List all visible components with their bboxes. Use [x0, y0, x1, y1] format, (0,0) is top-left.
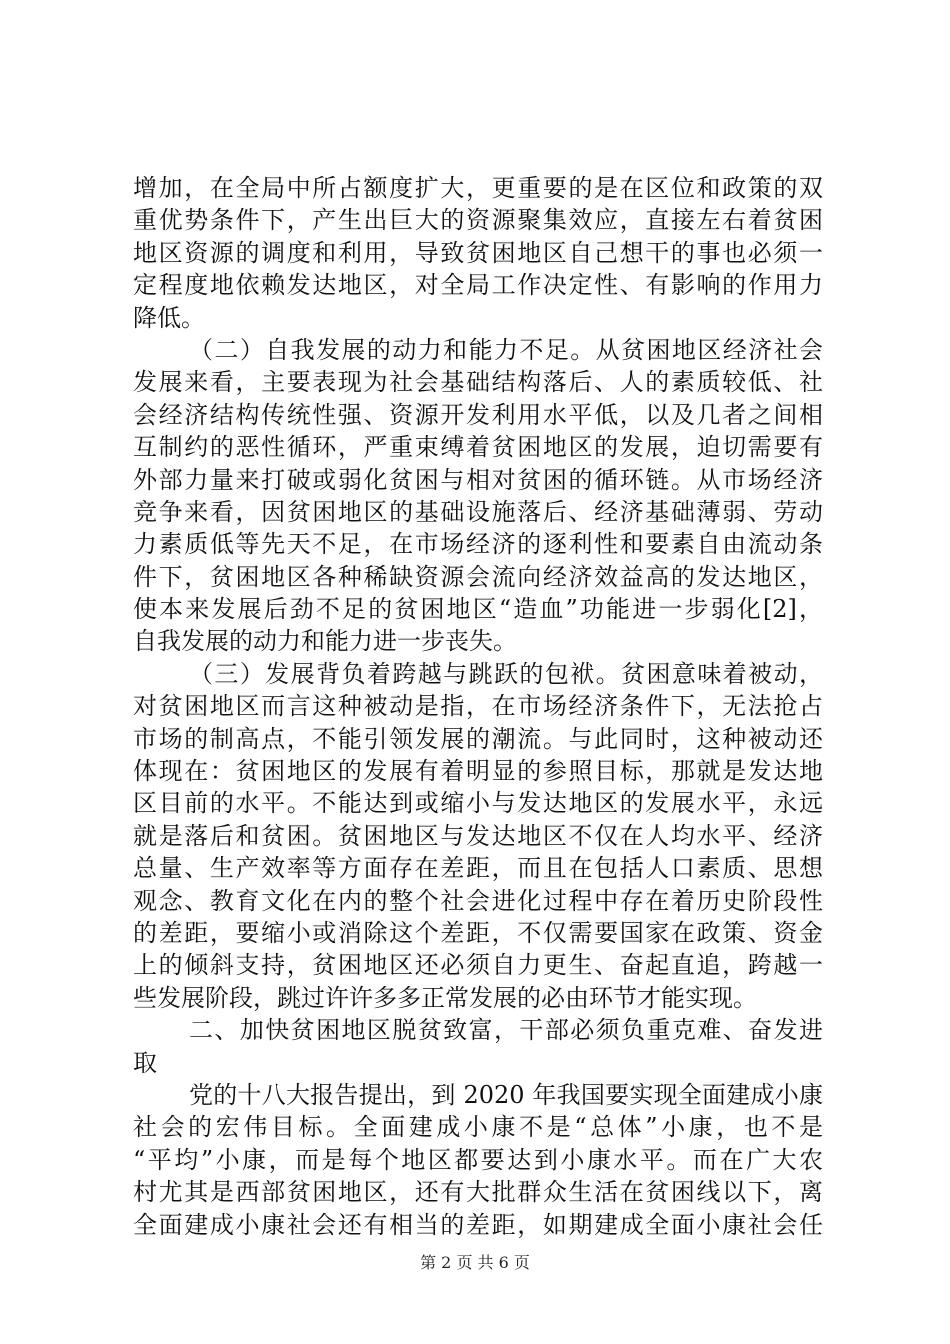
text-line: 力素质低等先天不足，在市场经济的逐利性和要素自由流动条	[133, 530, 823, 559]
text-line: 发展来看，主要表现为社会基础结构落后、人的素质较低、社	[133, 368, 823, 397]
page-footer: 第 2 页 共 6 页	[420, 1253, 530, 1272]
text-line: 二、加快贫困地区脱贫致富，干部必须负重克难、奋发进	[189, 1016, 823, 1045]
text-line: 观念、教育文化在内的整个社会进化过程中存在着历史阶段性	[133, 886, 823, 915]
text-line: 社会的宏伟目标。全面建成小康不是“总体”小康，也不是	[133, 1113, 823, 1142]
text-line: 会经济结构传统性强、资源开发利用水平低，以及几者之间相	[133, 400, 823, 429]
text-line: 增加，在全局中所占额度扩大，更重要的是在区位和政策的双	[133, 174, 823, 202]
paragraph	[133, 172, 823, 334]
text-line: 党的十八大报告提出，到 2020 年我国要实现全面建成小康	[189, 1080, 823, 1109]
text-line: 外部力量来打破或弱化贫困与相对贫困的循环链。从市场经济	[133, 465, 823, 494]
text-line: 降低。	[133, 303, 205, 332]
text-line: 定程度地依赖发达地区，对全局工作决定性、有影响的作用力	[133, 271, 823, 300]
text-line: 村尤其是西部贫困地区，还有大批群众生活在贫困线以下，离	[133, 1178, 823, 1207]
text-line: 区目前的水平。不能达到或缩小与发达地区的发展水平，永远	[133, 789, 823, 818]
paragraph	[133, 334, 823, 658]
text-line: （三）发展背负着跨越与跳跃的包袱。贫困意味着被动，	[189, 659, 823, 688]
document-body	[133, 172, 823, 1241]
text-line: 的差距，要缩小或消除这个差距，不仅需要国家在政策、资金	[133, 918, 823, 947]
text-line: 使本来发展后劲不足的贫困地区“造血”功能进一步弱化[2]，	[133, 595, 823, 624]
paragraph	[133, 1079, 823, 1241]
paragraph	[133, 1014, 823, 1079]
text-line: （二）自我发展的动力和能力不足。从贫困地区经济社会	[189, 335, 823, 364]
text-line: 件下，贫困地区各种稀缺资源会流向经济效益高的发达地区，	[133, 562, 823, 591]
text-line: 市场的制高点，不能引领发展的潮流。与此同时，这种被动还	[133, 724, 823, 753]
text-line: 对贫困地区而言这种被动是指，在市场经济条件下，无法抢占	[133, 692, 823, 721]
text-line: “平均”小康，而是每个地区都要达到小康水平。而在广大农	[133, 1145, 823, 1174]
text-line: 全面建成小康社会还有相当的差距，如期建成全面小康社会任	[133, 1210, 823, 1239]
text-line: 总量、生产效率等方面存在差距，而且在包括人口素质、思想	[133, 854, 823, 883]
paragraph	[133, 658, 823, 1014]
text-line: 重优势条件下，产生出巨大的资源聚集效应，直接左右着贫困	[133, 206, 823, 235]
text-line: 地区资源的调度和利用，导致贫困地区自己想干的事也必须一	[133, 238, 823, 267]
text-line: 些发展阶段，跳过许许多多正常发展的必由环节才能实现。	[133, 983, 757, 1012]
text-line: 体现在：贫困地区的发展有着明显的参照目标，那就是发达地	[133, 757, 823, 786]
text-line: 互制约的恶性循环，严重束缚着贫困地区的发展，迫切需要有	[133, 433, 823, 462]
text-line: 竞争来看，因贫困地区的基础设施落后、经济基础薄弱、劳动	[133, 497, 823, 526]
text-line: 就是落后和贫困。贫困地区与发达地区不仅在人均水平、经济	[133, 821, 823, 850]
text-line: 上的倾斜支持，贫困地区还必须自力更生、奋起直追，跨越一	[133, 951, 823, 980]
text-line: 取	[133, 1048, 157, 1077]
text-line: 自我发展的动力和能力进一步丧失。	[133, 627, 517, 656]
